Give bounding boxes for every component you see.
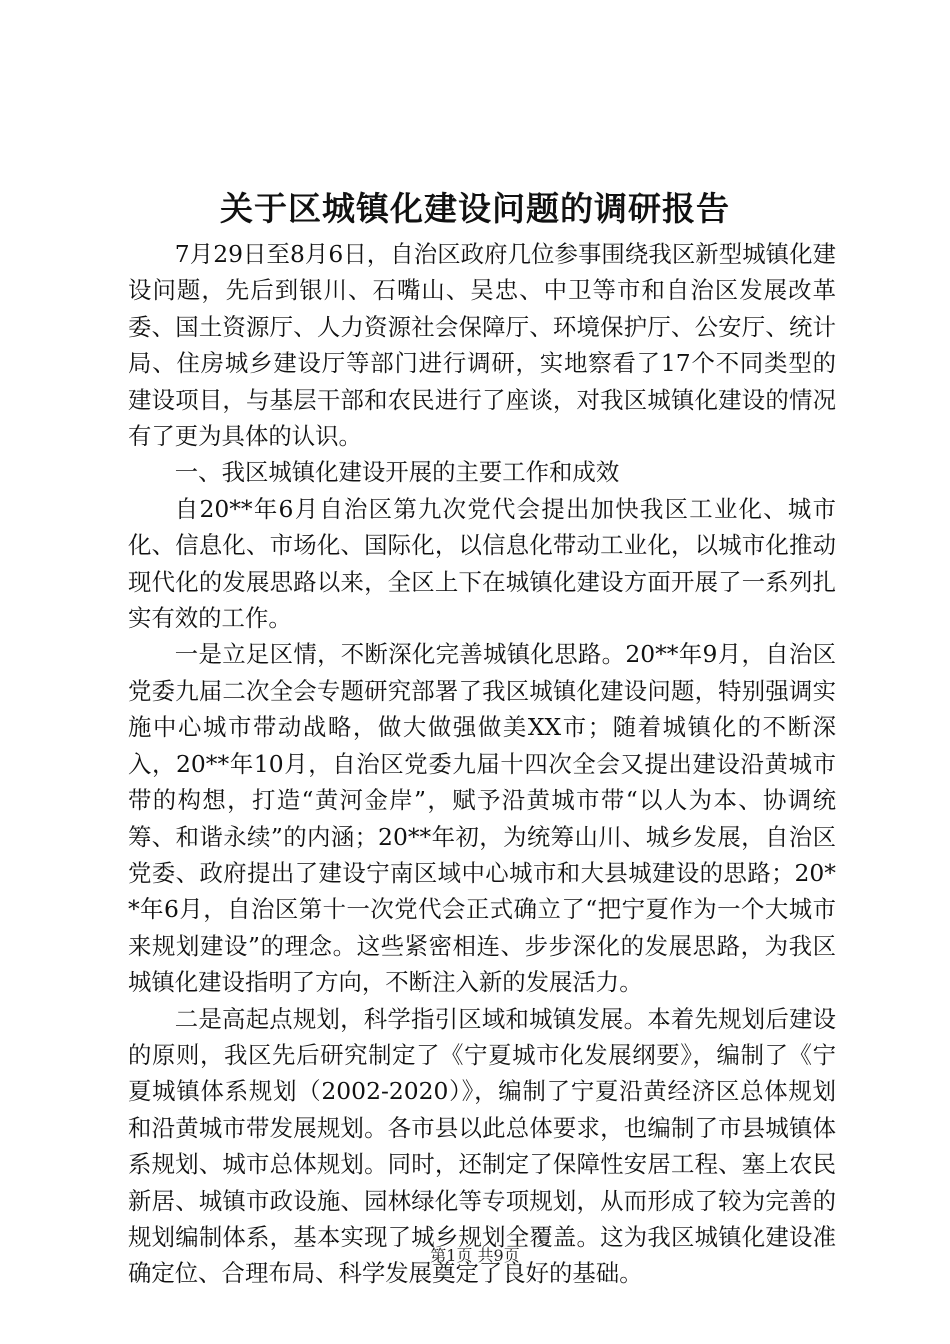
section-heading-1: 一、我区城镇化建设开展的主要工作和成效	[174, 458, 620, 487]
paragraph-point-1: 一是立足区情，不断深化完善城镇化思路。20**年9月，自治区党委九届二次全会专题研究部署了我区城镇化建设问题，特别强调实施中心城市带动战略，做大做强做美XX市；随着城镇化的不断深入，20**年10月，自治区党委九届十四次全会又提出建设沿黄城市带的构想，打造“黄河金岸”，赋予沿黄城市带“以人为本、协调统筹、和谐永续”的内涵；20**年初，为统筹山川、城乡发展，自治区党委、政府提出了建设宁南区域中心城市和大县城建设的思路；20**年6月，自治区第十一次党代会正式确立了“把宁夏作为一个大城市来规划建设”的理念。这些紧密相连、步步深化的发展思路，为我区城镇化建设指明了方向，不断注入新的发展活力。	[128, 640, 836, 997]
document-body	[128, 236, 836, 1292]
paragraph-overview: 自20**年6月自治区第九次党代会提出加快我区工业化、城市化、信息化、市场化、国际化，以信息化带动工业化，以城市化推动现代化的发展思路以来，全区上下在城镇化建设方面开展了一系列扎实有效的工作。	[128, 494, 836, 633]
paragraph-intro: 7月29日至8月6日，自治区政府几位参事围绕我区新型城镇化建设问题，先后到银川、石嘴山、吴忠、中卫等市和自治区发展改革委、国土资源厅、人力资源社会保障厅、环境保护厅、公安厅、统计局、住房城乡建设厅等部门进行调研，实地察看了17个不同类型的建设项目，与基层干部和农民进行了座谈，对我区城镇化建设的情况有了更为具体的认识。	[128, 240, 836, 451]
paragraph-point-2: 二是高起点规划，科学指引区域和城镇发展。本着先规划后建设的原则，我区先后研究制定了《宁夏城市化发展纲要》，编制了《宁夏城镇体系规划（2002-2020）》，编制了宁夏沿黄经济区总体规划和沿黄城市带发展规划。各市县以此总体要求，也编制了市县城镇体系规划、城市总体规划。同时，还制定了保障性安居工程、塞上农民新居、城镇市政设施、园林绿化等专项规划，从而形成了较为完善的规划编制体系，基本实现了城乡规划全覆盖。这为我区城镇化建设准确定位、合理布局、科学发展奠定了良好的基础。	[128, 1004, 836, 1288]
page-footer: 第1页 共9页	[430, 1246, 520, 1265]
document-title: 关于区城镇化建设问题的调研报告	[220, 189, 730, 228]
